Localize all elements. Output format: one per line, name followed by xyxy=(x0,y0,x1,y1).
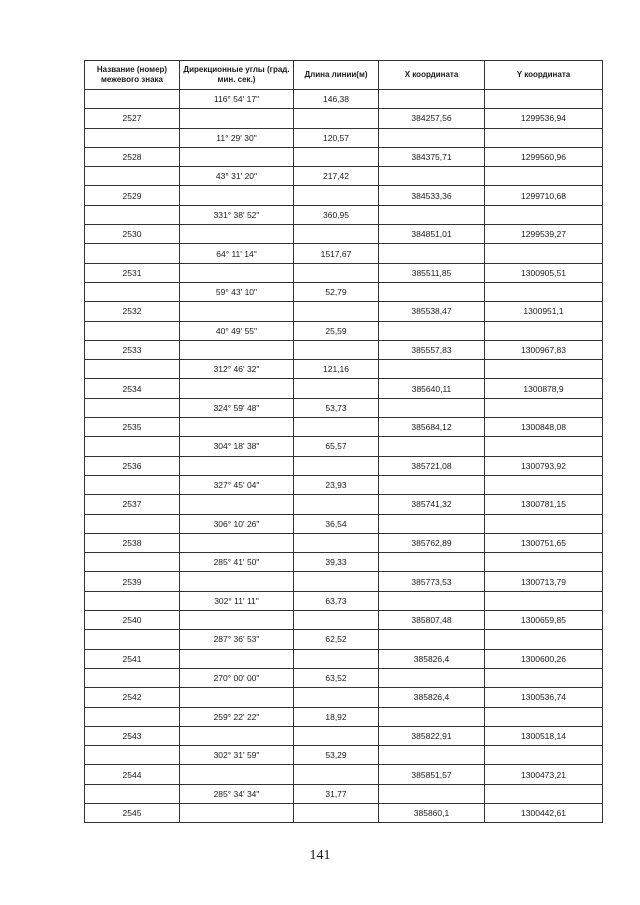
segment-bearing: 324° 59' 48" xyxy=(180,398,294,417)
x-coordinate-empty xyxy=(379,475,485,494)
segment-length: 18,92 xyxy=(294,707,379,726)
segment-bearing: 287° 36' 53" xyxy=(180,630,294,649)
length-empty xyxy=(294,340,379,359)
bearing-empty xyxy=(180,456,294,475)
y-coordinate: 1300951,1 xyxy=(485,302,603,321)
point-row xyxy=(85,726,603,745)
marker-name: 2540 xyxy=(85,611,180,630)
bearing-empty xyxy=(180,340,294,359)
marker-name: 2542 xyxy=(85,688,180,707)
marker-name-empty xyxy=(85,128,180,147)
marker-name-empty xyxy=(85,668,180,687)
x-coordinate: 384375,71 xyxy=(379,147,485,166)
marker-name: 2534 xyxy=(85,379,180,398)
segment-bearing: 116° 54' 17" xyxy=(180,90,294,109)
marker-name-empty xyxy=(85,167,180,186)
x-coordinate-empty xyxy=(379,244,485,263)
x-coordinate-empty xyxy=(379,553,485,572)
bearing-empty xyxy=(180,186,294,205)
marker-name-empty xyxy=(85,784,180,803)
x-coordinate-empty xyxy=(379,398,485,417)
segment-row xyxy=(85,746,603,765)
x-coordinate-empty xyxy=(379,128,485,147)
x-coordinate: 384257,56 xyxy=(379,109,485,128)
segment-bearing: 327° 45' 04" xyxy=(180,475,294,494)
x-coordinate: 385860,1 xyxy=(379,803,485,822)
segment-row xyxy=(85,514,603,533)
y-coordinate: 1300473,21 xyxy=(485,765,603,784)
y-coordinate: 1300518,14 xyxy=(485,726,603,745)
point-row xyxy=(85,186,603,205)
length-empty xyxy=(294,688,379,707)
segment-length: 31,77 xyxy=(294,784,379,803)
table-body xyxy=(85,90,603,823)
point-row xyxy=(85,302,603,321)
segment-length: 39,33 xyxy=(294,553,379,572)
point-row xyxy=(85,649,603,668)
x-coordinate-empty xyxy=(379,784,485,803)
segment-length: 360,95 xyxy=(294,205,379,224)
y-coordinate-empty xyxy=(485,707,603,726)
header-marker-name: Название (номер) межевого знака xyxy=(85,61,180,90)
y-coordinate-empty xyxy=(485,591,603,610)
marker-name: 2531 xyxy=(85,263,180,282)
marker-name-empty xyxy=(85,630,180,649)
marker-name: 2529 xyxy=(85,186,180,205)
segment-bearing: 11° 29' 30" xyxy=(180,128,294,147)
y-coordinate-empty xyxy=(485,514,603,533)
x-coordinate-empty xyxy=(379,360,485,379)
x-coordinate: 385538,47 xyxy=(379,302,485,321)
marker-name: 2544 xyxy=(85,765,180,784)
segment-length: 62,52 xyxy=(294,630,379,649)
segment-bearing: 302° 11' 11" xyxy=(180,591,294,610)
marker-name: 2543 xyxy=(85,726,180,745)
point-row xyxy=(85,765,603,784)
header-bearing: Дирекционные углы (град. мин. сек.) xyxy=(180,61,294,90)
bearing-empty xyxy=(180,225,294,244)
segment-length: 53,29 xyxy=(294,746,379,765)
x-coordinate-empty xyxy=(379,668,485,687)
y-coordinate: 1300600,26 xyxy=(485,649,603,668)
marker-name-empty xyxy=(85,398,180,417)
x-coordinate: 385773,53 xyxy=(379,572,485,591)
segment-row xyxy=(85,630,603,649)
y-coordinate: 1300967,83 xyxy=(485,340,603,359)
x-coordinate: 385640,11 xyxy=(379,379,485,398)
y-coordinate-empty xyxy=(485,321,603,340)
x-coordinate: 384533,36 xyxy=(379,186,485,205)
x-coordinate-empty xyxy=(379,707,485,726)
segment-length: 146,38 xyxy=(294,90,379,109)
y-coordinate: 1299536,94 xyxy=(485,109,603,128)
length-empty xyxy=(294,186,379,205)
segment-row xyxy=(85,398,603,417)
bearing-empty xyxy=(180,649,294,668)
length-empty xyxy=(294,418,379,437)
marker-name-empty xyxy=(85,321,180,340)
bearing-empty xyxy=(180,495,294,514)
segment-row xyxy=(85,205,603,224)
marker-name-empty xyxy=(85,553,180,572)
length-empty xyxy=(294,726,379,745)
marker-name: 2539 xyxy=(85,572,180,591)
point-row xyxy=(85,147,603,166)
segment-bearing: 306° 10' 26" xyxy=(180,514,294,533)
x-coordinate-empty xyxy=(379,514,485,533)
y-coordinate-empty xyxy=(485,90,603,109)
length-empty xyxy=(294,302,379,321)
marker-name: 2541 xyxy=(85,649,180,668)
x-coordinate: 385557,83 xyxy=(379,340,485,359)
segment-row xyxy=(85,437,603,456)
segment-length: 120,57 xyxy=(294,128,379,147)
length-empty xyxy=(294,109,379,128)
length-empty xyxy=(294,495,379,514)
segment-length: 63,73 xyxy=(294,591,379,610)
length-empty xyxy=(294,147,379,166)
length-empty xyxy=(294,225,379,244)
y-coordinate: 1300536,74 xyxy=(485,688,603,707)
marker-name-empty xyxy=(85,591,180,610)
segment-row xyxy=(85,128,603,147)
y-coordinate: 1300751,65 xyxy=(485,533,603,552)
segment-bearing: 43° 31' 20" xyxy=(180,167,294,186)
segment-row xyxy=(85,668,603,687)
length-empty xyxy=(294,263,379,282)
y-coordinate: 1300793,92 xyxy=(485,456,603,475)
y-coordinate-empty xyxy=(485,553,603,572)
marker-name: 2538 xyxy=(85,533,180,552)
segment-length: 52,79 xyxy=(294,282,379,301)
marker-name: 2533 xyxy=(85,340,180,359)
segment-bearing: 259° 22' 22" xyxy=(180,707,294,726)
segment-row xyxy=(85,321,603,340)
x-coordinate-empty xyxy=(379,437,485,456)
marker-name: 2535 xyxy=(85,418,180,437)
length-empty xyxy=(294,765,379,784)
marker-name: 2537 xyxy=(85,495,180,514)
point-row xyxy=(85,379,603,398)
x-coordinate: 385807,48 xyxy=(379,611,485,630)
marker-name-empty xyxy=(85,244,180,263)
segment-length: 53,73 xyxy=(294,398,379,417)
segment-length: 1517,67 xyxy=(294,244,379,263)
bearing-empty xyxy=(180,109,294,128)
segment-bearing: 40° 49' 55" xyxy=(180,321,294,340)
y-coordinate: 1300848,08 xyxy=(485,418,603,437)
marker-name: 2536 xyxy=(85,456,180,475)
x-coordinate-empty xyxy=(379,591,485,610)
y-coordinate-empty xyxy=(485,746,603,765)
segment-bearing: 312° 46' 32" xyxy=(180,360,294,379)
segment-length: 121,16 xyxy=(294,360,379,379)
bearing-empty xyxy=(180,533,294,552)
bearing-empty xyxy=(180,688,294,707)
header-line-length: Длина линии(м) xyxy=(294,61,379,90)
segment-row xyxy=(85,475,603,494)
bearing-empty xyxy=(180,765,294,784)
segment-row xyxy=(85,360,603,379)
point-row xyxy=(85,263,603,282)
segment-bearing: 331° 38' 52" xyxy=(180,205,294,224)
point-row xyxy=(85,495,603,514)
length-empty xyxy=(294,533,379,552)
y-coordinate-empty xyxy=(485,668,603,687)
x-coordinate-empty xyxy=(379,630,485,649)
segment-length: 36,54 xyxy=(294,514,379,533)
point-row xyxy=(85,418,603,437)
marker-name-empty xyxy=(85,205,180,224)
segment-length: 65,57 xyxy=(294,437,379,456)
y-coordinate-empty xyxy=(485,784,603,803)
bearing-empty xyxy=(180,572,294,591)
y-coordinate: 1300659,85 xyxy=(485,611,603,630)
y-coordinate-empty xyxy=(485,282,603,301)
point-row xyxy=(85,572,603,591)
length-empty xyxy=(294,611,379,630)
x-coordinate: 385684,12 xyxy=(379,418,485,437)
segment-bearing: 302° 31' 59" xyxy=(180,746,294,765)
y-coordinate-empty xyxy=(485,437,603,456)
y-coordinate-empty xyxy=(485,128,603,147)
y-coordinate: 1299539,27 xyxy=(485,225,603,244)
y-coordinate-empty xyxy=(485,475,603,494)
bearing-empty xyxy=(180,418,294,437)
y-coordinate-empty xyxy=(485,244,603,263)
segment-bearing: 285° 34' 34" xyxy=(180,784,294,803)
marker-name-empty xyxy=(85,707,180,726)
marker-name-empty xyxy=(85,514,180,533)
segment-row xyxy=(85,707,603,726)
point-row xyxy=(85,109,603,128)
length-empty xyxy=(294,572,379,591)
segment-length: 25,59 xyxy=(294,321,379,340)
y-coordinate: 1300878,9 xyxy=(485,379,603,398)
x-coordinate-empty xyxy=(379,282,485,301)
x-coordinate: 385826,4 xyxy=(379,649,485,668)
point-row xyxy=(85,533,603,552)
marker-name-empty xyxy=(85,282,180,301)
marker-name-empty xyxy=(85,746,180,765)
point-row xyxy=(85,340,603,359)
x-coordinate: 385851,57 xyxy=(379,765,485,784)
bearing-empty xyxy=(180,147,294,166)
marker-name: 2530 xyxy=(85,225,180,244)
table-header-row xyxy=(85,61,603,90)
x-coordinate-empty xyxy=(379,321,485,340)
header-y-coordinate: Y координата xyxy=(485,61,603,90)
segment-bearing: 59° 43' 10" xyxy=(180,282,294,301)
x-coordinate: 385511,85 xyxy=(379,263,485,282)
segment-bearing: 304° 18' 38" xyxy=(180,437,294,456)
page-number: 141 xyxy=(309,848,331,863)
y-coordinate-empty xyxy=(485,630,603,649)
length-empty xyxy=(294,379,379,398)
bearing-empty xyxy=(180,611,294,630)
y-coordinate: 1300442,61 xyxy=(485,803,603,822)
boundary-coordinates-table xyxy=(84,60,603,823)
y-coordinate-empty xyxy=(485,360,603,379)
bearing-empty xyxy=(180,803,294,822)
y-coordinate-empty xyxy=(485,398,603,417)
marker-name-empty xyxy=(85,437,180,456)
segment-bearing: 285° 41' 50" xyxy=(180,553,294,572)
x-coordinate: 385822,91 xyxy=(379,726,485,745)
segment-row xyxy=(85,90,603,109)
point-row xyxy=(85,803,603,822)
y-coordinate: 1299560,96 xyxy=(485,147,603,166)
x-coordinate-empty xyxy=(379,746,485,765)
segment-row xyxy=(85,244,603,263)
x-coordinate: 384851,01 xyxy=(379,225,485,244)
marker-name-empty xyxy=(85,475,180,494)
y-coordinate-empty xyxy=(485,167,603,186)
segment-length: 217,42 xyxy=(294,167,379,186)
point-row xyxy=(85,688,603,707)
marker-name: 2528 xyxy=(85,147,180,166)
x-coordinate: 385762,89 xyxy=(379,533,485,552)
x-coordinate-empty xyxy=(379,205,485,224)
length-empty xyxy=(294,456,379,475)
length-empty xyxy=(294,649,379,668)
x-coordinate: 385721,08 xyxy=(379,456,485,475)
bearing-empty xyxy=(180,726,294,745)
marker-name: 2527 xyxy=(85,109,180,128)
segment-row xyxy=(85,167,603,186)
x-coordinate: 385741,32 xyxy=(379,495,485,514)
bearing-empty xyxy=(180,302,294,321)
x-coordinate-empty xyxy=(379,90,485,109)
x-coordinate-empty xyxy=(379,167,485,186)
marker-name: 2532 xyxy=(85,302,180,321)
segment-length: 63,52 xyxy=(294,668,379,687)
marker-name: 2545 xyxy=(85,803,180,822)
bearing-empty xyxy=(180,379,294,398)
segment-length: 23,93 xyxy=(294,475,379,494)
y-coordinate: 1299710,68 xyxy=(485,186,603,205)
segment-row xyxy=(85,553,603,572)
segment-bearing: 64° 11' 14" xyxy=(180,244,294,263)
bearing-empty xyxy=(180,263,294,282)
point-row xyxy=(85,456,603,475)
marker-name-empty xyxy=(85,90,180,109)
marker-name-empty xyxy=(85,360,180,379)
y-coordinate: 1300781,15 xyxy=(485,495,603,514)
length-empty xyxy=(294,803,379,822)
y-coordinate: 1300905,51 xyxy=(485,263,603,282)
segment-row xyxy=(85,282,603,301)
point-row xyxy=(85,611,603,630)
y-coordinate-empty xyxy=(485,205,603,224)
segment-row xyxy=(85,591,603,610)
segment-row xyxy=(85,784,603,803)
segment-bearing: 270° 00' 00" xyxy=(180,668,294,687)
x-coordinate: 385826,4 xyxy=(379,688,485,707)
header-x-coordinate: X координата xyxy=(379,61,485,90)
y-coordinate: 1300713,79 xyxy=(485,572,603,591)
point-row xyxy=(85,225,603,244)
